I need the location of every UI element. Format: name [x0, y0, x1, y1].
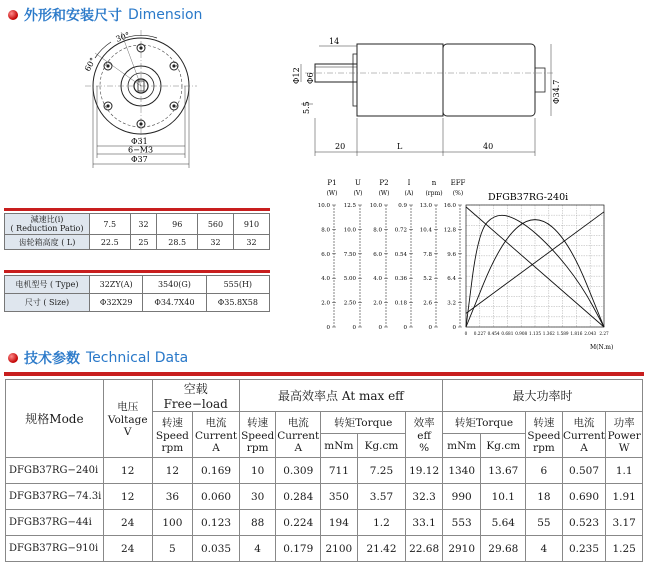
height-cell: 32: [233, 235, 269, 250]
table-row: [6, 458, 643, 484]
x-tick-label: 0.681: [501, 331, 514, 336]
power-kgcm-header: Kg.cm: [481, 434, 526, 458]
tick-label: 0: [403, 325, 407, 331]
angle-60-label: 60°: [82, 56, 98, 73]
tick-label: 2.6: [423, 300, 432, 307]
m3-label: 6−M3: [128, 145, 154, 155]
tick-label: 2.0: [373, 300, 382, 307]
phi347-label: Φ34.7: [552, 79, 561, 104]
tech-table-body: [6, 458, 643, 562]
table-cell: 0.035: [193, 536, 240, 562]
table-cell: 12: [103, 484, 152, 510]
table-row: [6, 536, 643, 562]
power-current-header: 电流 Current A: [562, 412, 606, 458]
axis-name-label: P2: [379, 179, 389, 187]
tick-label: 0: [428, 325, 432, 331]
table-cell: 29.68: [481, 536, 526, 562]
tick-label: 7.8: [423, 251, 432, 258]
ratio-cell: 96: [157, 214, 198, 235]
table-cell: 13.67: [481, 458, 526, 484]
motor-size-label: 尺寸 ( Size): [5, 294, 90, 312]
table-cell: 0.523: [562, 510, 606, 536]
height-cell: 25: [130, 235, 157, 250]
tick-label: 16.0: [443, 203, 456, 209]
dL-label: L: [397, 142, 403, 151]
table-cell: 10: [239, 458, 276, 484]
tick-label: 12.8: [443, 227, 456, 234]
table-cell: 24: [103, 536, 152, 562]
phi6-label: Φ6: [306, 72, 315, 84]
tick-label: 10.0: [318, 203, 330, 209]
table-cell: 2910: [442, 536, 481, 562]
phi12-label: Φ12: [292, 67, 301, 84]
model-header: 规格Mode: [6, 380, 104, 458]
table-cell: 1.91: [606, 484, 643, 510]
motor-type-cell: 3540(G): [143, 276, 206, 294]
table-cell: 1.1: [606, 458, 643, 484]
eff-torque-header: 转矩Torque: [321, 412, 406, 434]
height-cell: 28.5: [157, 235, 198, 250]
x-tick-label: 1.362: [542, 331, 555, 336]
tick-label: 5.2: [423, 276, 432, 283]
tick-label: 0: [326, 325, 330, 331]
side-view-drawing: [283, 34, 583, 158]
table-cell: 0.060: [193, 484, 240, 510]
dimension-title-cn: 外形和安装尺寸: [24, 8, 122, 24]
free-speed-header: 转速 Speed rpm: [152, 412, 193, 458]
height-cell: 32: [197, 235, 233, 250]
table-cell: 21.42: [357, 536, 406, 562]
motor-size-row: [5, 294, 270, 312]
tech-table: [5, 379, 643, 562]
table-cell: 0.224: [276, 510, 321, 536]
table-row: [6, 484, 643, 510]
motor-type-cell: 555(H): [206, 276, 269, 294]
chart-title: DFGB37RG-240i: [488, 192, 569, 203]
d40-label: 40: [483, 142, 494, 151]
table-cell: 10.1: [481, 484, 526, 510]
eff-mnm-header: mNm: [321, 434, 358, 458]
motor-table-rule: [4, 270, 270, 273]
tick-label: 10.0: [343, 227, 356, 234]
table-cell: 55: [526, 510, 563, 536]
ratio-cell: 7.5: [90, 214, 131, 235]
ratio-label: [5, 214, 90, 235]
model-cell: DFGB37RG−44i: [6, 510, 104, 536]
axis-unit-label: (W): [326, 190, 338, 197]
table-cell: 0.507: [562, 458, 606, 484]
table-cell: 0.179: [276, 536, 321, 562]
table-cell: 100: [152, 510, 193, 536]
tick-label: 0: [352, 325, 356, 331]
axis-name-label: U: [355, 179, 361, 187]
table-cell: 0.235: [562, 536, 606, 562]
tick-label: 0: [452, 325, 456, 331]
axis-name-label: EFF: [450, 179, 466, 187]
phi31-label: Φ31: [131, 137, 148, 146]
motor-size-cell: Φ32X29: [90, 294, 143, 312]
table-cell: 4: [526, 536, 563, 562]
table-cell: 1340: [442, 458, 481, 484]
model-cell: DFGB37RG−74.3i: [6, 484, 104, 510]
x-axis-label: M(N.m): [590, 344, 614, 351]
table-cell: 2100: [321, 536, 358, 562]
ratio-label-en: ( Reduction Patio): [10, 224, 84, 233]
axis-unit-label: (rpm): [425, 190, 443, 197]
x-tick-label: 1.816: [570, 331, 583, 336]
tick-label: 13.0: [419, 203, 432, 209]
x-tick-label: 0.454: [487, 331, 500, 336]
eff-header: 效率 eff %: [406, 412, 443, 458]
table-cell: 350: [321, 484, 358, 510]
axis-name-label: I: [407, 179, 411, 187]
performance-chart: [318, 175, 648, 360]
dimension-section-title: [8, 5, 202, 25]
axis-unit-label: (W): [378, 190, 390, 197]
tick-label: 8.0: [321, 227, 330, 234]
d55-label: 5.5: [302, 101, 311, 114]
table-cell: 0.284: [276, 484, 321, 510]
motor-type-cell: 32ZY(A): [90, 276, 143, 294]
axis-name-label: P1: [327, 179, 337, 187]
model-cell: DFGB37RG−240i: [6, 458, 104, 484]
table-cell: 33.1: [406, 510, 443, 536]
table-cell: 553: [442, 510, 481, 536]
maxpower-header: 最大功率时: [442, 380, 642, 412]
axis-name-label: n: [431, 179, 437, 187]
motor-table: [4, 275, 270, 312]
tech-table-rule: [4, 372, 644, 376]
power-header: 功率 Power W: [606, 412, 643, 458]
tick-label: 7.50: [343, 251, 356, 258]
table-cell: 22.68: [406, 536, 443, 562]
table-cell: 1.25: [606, 536, 643, 562]
table-cell: 0.690: [562, 484, 606, 510]
x-tick-label: 0.908: [515, 331, 528, 336]
tick-label: 4.0: [321, 276, 330, 283]
axis-unit-label: (%): [452, 190, 464, 197]
tick-label: 0.9: [398, 203, 407, 209]
tick-label: 9.6: [447, 251, 456, 258]
dimension-title-en: Dimension: [128, 7, 203, 23]
table-cell: 7.25: [357, 458, 406, 484]
tech-title-cn: 技术参数: [24, 351, 80, 367]
free-current-header: 电流 Current A: [193, 412, 240, 458]
tick-label: 6.4: [447, 276, 456, 283]
eff-kgcm-header: Kg.cm: [357, 434, 406, 458]
bullet-icon: [8, 353, 18, 363]
axis-unit-label: (V): [353, 190, 363, 197]
power-speed-header: 转速 Speed rpm: [526, 412, 563, 458]
table-cell: 32.3: [406, 484, 443, 510]
eff-speed-header: 转速 Speed rpm: [239, 412, 276, 458]
power-mnm-header: mNm: [442, 434, 481, 458]
table-cell: 88: [239, 510, 276, 536]
tick-label: 10.0: [369, 203, 382, 209]
tech-title-en: Technical Data: [86, 350, 189, 366]
voltage-header: 电压 Voltage V: [103, 380, 152, 458]
table-cell: 6: [526, 458, 563, 484]
ratio-table-rule: [4, 208, 270, 211]
ratio-cell: 910: [233, 214, 269, 235]
tick-label: 12.5: [343, 203, 356, 209]
tick-label: 0.36: [394, 276, 407, 283]
table-cell: 3.57: [357, 484, 406, 510]
table-cell: 0.169: [193, 458, 240, 484]
bullet-icon: [8, 10, 18, 20]
tick-label: 0.18: [394, 300, 407, 307]
d20-label: 20: [335, 142, 346, 151]
table-cell: 18: [526, 484, 563, 510]
height-cell: 22.5: [90, 235, 131, 250]
tick-label: 10.4: [419, 227, 432, 234]
table-cell: 3.17: [606, 510, 643, 536]
x-tick-label: 2.043: [584, 331, 597, 336]
axis-unit-label: (A): [404, 190, 414, 197]
tick-label: 0.72: [394, 227, 407, 234]
tick-label: 6.0: [321, 251, 330, 258]
eff-current-header: 电流 Current A: [276, 412, 321, 458]
x-tick-label: 0: [464, 331, 468, 336]
tech-header-row-1: [6, 380, 643, 412]
model-cell: DFGB37RG−910i: [6, 536, 104, 562]
table-cell: 194: [321, 510, 358, 536]
angle-30-label: 30°: [114, 30, 132, 44]
ratio-table: [4, 213, 270, 250]
tick-label: 2.50: [343, 300, 356, 307]
table-cell: 19.12: [406, 458, 443, 484]
tick-label: 8.0: [373, 227, 382, 234]
ratio-row: [5, 214, 270, 235]
table-cell: 711: [321, 458, 358, 484]
tick-label: 2.0: [321, 300, 330, 307]
x-tick-label: 2.27: [599, 331, 609, 336]
x-tick-label: 1.589: [556, 331, 569, 336]
table-row: [6, 510, 643, 536]
freeload-header: 空载 Free−load: [152, 380, 239, 412]
table-cell: 5: [152, 536, 193, 562]
tick-label: 4.0: [373, 276, 382, 283]
gearbox-height-label: 齿轮箱高度 ( L): [5, 235, 90, 250]
ratio-cell: 560: [197, 214, 233, 235]
gearbox-height-row: [5, 235, 270, 250]
tick-label: 5.00: [343, 276, 356, 283]
x-tick-label: 1.135: [529, 331, 541, 336]
maxeff-header: 最高效率点 At max eff: [239, 380, 442, 412]
table-cell: 1.2: [357, 510, 406, 536]
tick-label: 3.2: [447, 300, 456, 307]
tick-label: 6.0: [373, 251, 382, 258]
motor-size-cell: Φ35.8X58: [206, 294, 269, 312]
motor-type-row: [5, 276, 270, 294]
table-cell: 4: [239, 536, 276, 562]
table-cell: 36: [152, 484, 193, 510]
table-cell: 12: [103, 458, 152, 484]
table-cell: 30: [239, 484, 276, 510]
motor-size-cell: Φ34.7X40: [143, 294, 206, 312]
tech-section-title: [8, 348, 188, 368]
len14-label: 14: [329, 37, 340, 46]
tick-label: 0: [378, 325, 382, 331]
table-cell: 12: [152, 458, 193, 484]
ratio-cell: 32: [130, 214, 157, 235]
table-cell: 24: [103, 510, 152, 536]
table-cell: 5.64: [481, 510, 526, 536]
table-cell: 0.309: [276, 458, 321, 484]
ratio-label-cn: 減速比(i): [30, 215, 64, 224]
table-cell: 0.123: [193, 510, 240, 536]
tick-label: 0.54: [394, 251, 407, 258]
power-torque-header: 转矩Torque: [442, 412, 525, 434]
x-tick-label: 0.227: [473, 331, 486, 336]
phi37-label: Φ37: [131, 155, 148, 164]
front-view-drawing: [55, 28, 225, 178]
table-cell: 990: [442, 484, 481, 510]
motor-type-label: 电机型号 ( Type): [5, 276, 90, 294]
